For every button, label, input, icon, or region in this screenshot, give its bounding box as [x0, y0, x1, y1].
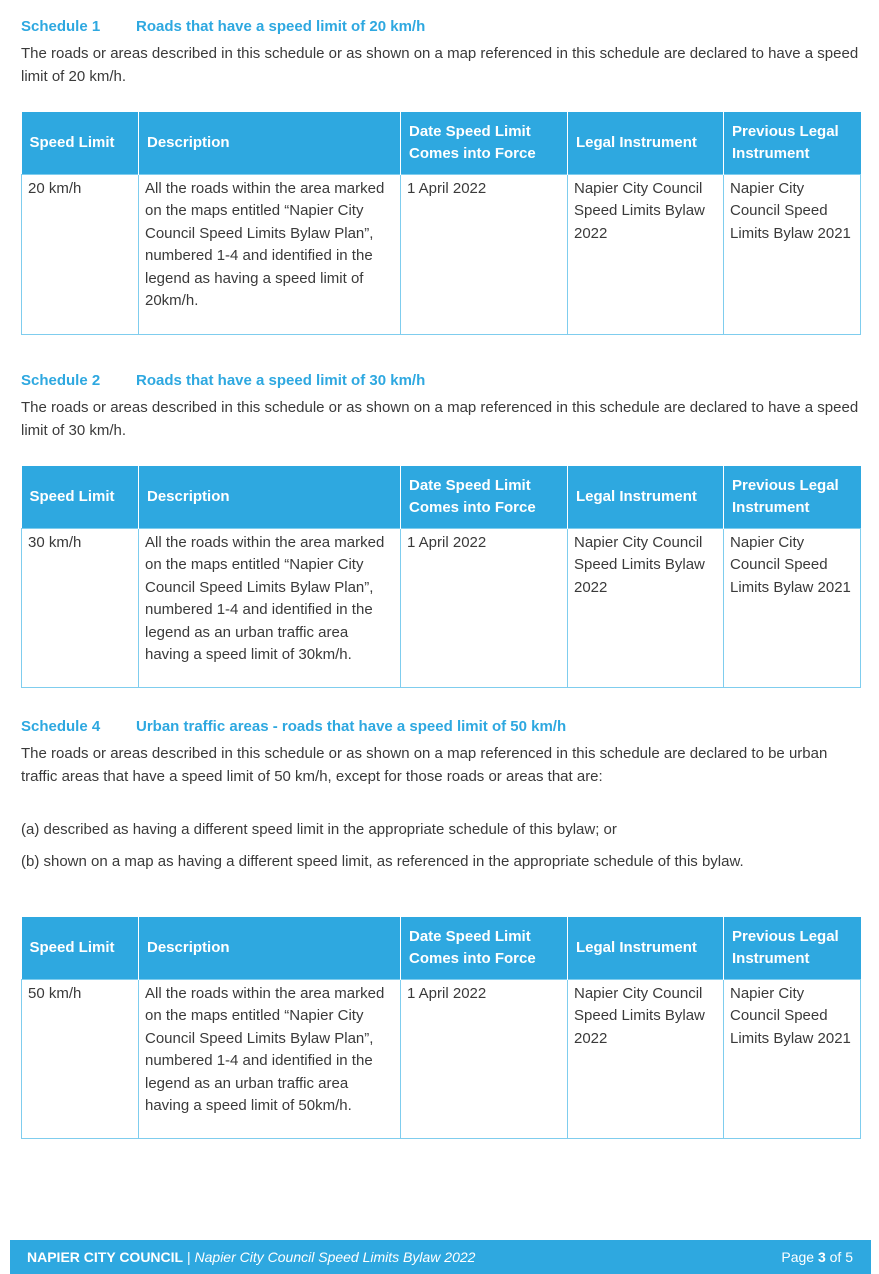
cell-date: 1 April 2022 — [401, 174, 568, 334]
header-speed-limit: Speed Limit — [22, 917, 139, 979]
table-row — [22, 528, 861, 687]
table-row — [22, 979, 861, 1138]
schedule-4-title: Urban traffic areas - roads that have a speed limit of 50 km/h — [136, 718, 567, 735]
schedule-2-table — [21, 466, 861, 688]
cell-speed: 50 km/h — [22, 979, 139, 1138]
cell-speed: 30 km/h — [22, 528, 139, 687]
schedule-4-number: Schedule 4 — [21, 718, 101, 735]
header-legal-instrument: Legal Instrument — [568, 466, 724, 528]
header-previous-legal-instrument: Previous Legal Instrument — [724, 917, 861, 979]
table-header-row — [22, 466, 861, 528]
cell-previous-legal-instrument: Napier City Council Speed Limits Bylaw 2021 — [724, 979, 861, 1138]
header-description: Description — [139, 112, 401, 174]
schedule-4-list-item-b: (b) shown on a map as having a different speed limit, as referenced in the appropriate schedule of this bylaw. — [21, 853, 744, 870]
cell-previous-legal-instrument: Napier City Council Speed Limits Bylaw 2021 — [724, 174, 861, 334]
cell-description: All the roads within the area marked on the maps entitled “Napier City Council Speed Limits Bylaw Plan”, numbered 1-4 and identified in the legend as having a speed limit of 20km/h. — [139, 174, 401, 334]
schedule-1-title: Roads that have a speed limit of 20 km/h — [136, 18, 426, 35]
cell-date: 1 April 2022 — [401, 979, 568, 1138]
table-header-row — [22, 112, 861, 174]
schedule-2-heading — [21, 372, 425, 389]
schedule-1-number: Schedule 1 — [21, 18, 101, 35]
header-speed-limit: Speed Limit — [22, 466, 139, 528]
table-header-row — [22, 917, 861, 979]
cell-legal-instrument: Napier City Council Speed Limits Bylaw 2022 — [568, 174, 724, 334]
cell-previous-legal-instrument: Napier City Council Speed Limits Bylaw 2021 — [724, 528, 861, 687]
schedule-2-title: Roads that have a speed limit of 30 km/h — [136, 372, 426, 389]
footer-page-suffix: of 5 — [825, 1249, 853, 1265]
header-legal-instrument: Legal Instrument — [568, 917, 724, 979]
schedule-4-heading — [21, 718, 566, 735]
schedule-1-intro: The roads or areas described in this schedule or as shown on a map referenced in this schedule are declared to have a speed limit of 20 km/h. — [21, 45, 859, 85]
schedule-2-number: Schedule 2 — [21, 372, 101, 389]
header-previous-legal-instrument: Previous Legal Instrument — [724, 466, 861, 528]
schedule-2-intro: The roads or areas described in this schedule or as shown on a map referenced in this schedule are declared to have a speed limit of 30 km/h. — [21, 399, 859, 439]
header-legal-instrument: Legal Instrument — [568, 112, 724, 174]
table-row — [22, 174, 861, 334]
schedule-1-heading — [21, 18, 425, 35]
footer-page-number: 3 — [817, 1249, 826, 1265]
schedule-4-table — [21, 917, 861, 1139]
cell-legal-instrument: Napier City Council Speed Limits Bylaw 2022 — [568, 979, 724, 1138]
cell-legal-instrument: Napier City Council Speed Limits Bylaw 2022 — [568, 528, 724, 687]
header-date: Date Speed Limit Comes into Force — [401, 917, 568, 979]
header-date: Date Speed Limit Comes into Force — [401, 112, 568, 174]
footer-doc-title: Napier City Council Speed Limits Bylaw 2022 — [194, 1249, 476, 1265]
cell-date: 1 April 2022 — [401, 528, 568, 687]
header-description: Description — [139, 466, 401, 528]
footer-left — [27, 1249, 475, 1265]
header-speed-limit: Speed Limit — [22, 112, 139, 174]
footer-page-prefix: Page — [781, 1249, 818, 1265]
page-footer — [10, 1240, 871, 1274]
footer-page-indicator — [781, 1249, 853, 1265]
footer-org: NAPIER CITY COUNCIL — [27, 1249, 184, 1265]
schedule-1-table — [21, 112, 861, 335]
header-date: Date Speed Limit Comes into Force — [401, 466, 568, 528]
cell-description: All the roads within the area marked on the maps entitled “Napier City Council Speed Limits Bylaw Plan”, numbered 1-4 and identified in the legend as an urban traffic area having a speed limit of 30km/h. — [139, 528, 401, 687]
footer-separator: | — [183, 1249, 195, 1265]
schedule-4-list-item-a: (a) described as having a different speed limit in the appropriate schedule of this bylaw; or — [21, 821, 617, 838]
header-previous-legal-instrument: Previous Legal Instrument — [724, 112, 861, 174]
cell-speed: 20 km/h — [22, 174, 139, 334]
cell-description: All the roads within the area marked on the maps entitled “Napier City Council Speed Limits Bylaw Plan”, numbered 1-4 and identified in the legend as an urban traffic area having a speed limit of 50km/h. — [139, 979, 401, 1138]
schedule-4-intro: The roads or areas described in this schedule or as shown on a map referenced in this schedule are declared to be urban traffic areas that have a speed limit of 50 km/h, except for those roads or areas that are: — [21, 745, 828, 785]
header-description: Description — [139, 917, 401, 979]
